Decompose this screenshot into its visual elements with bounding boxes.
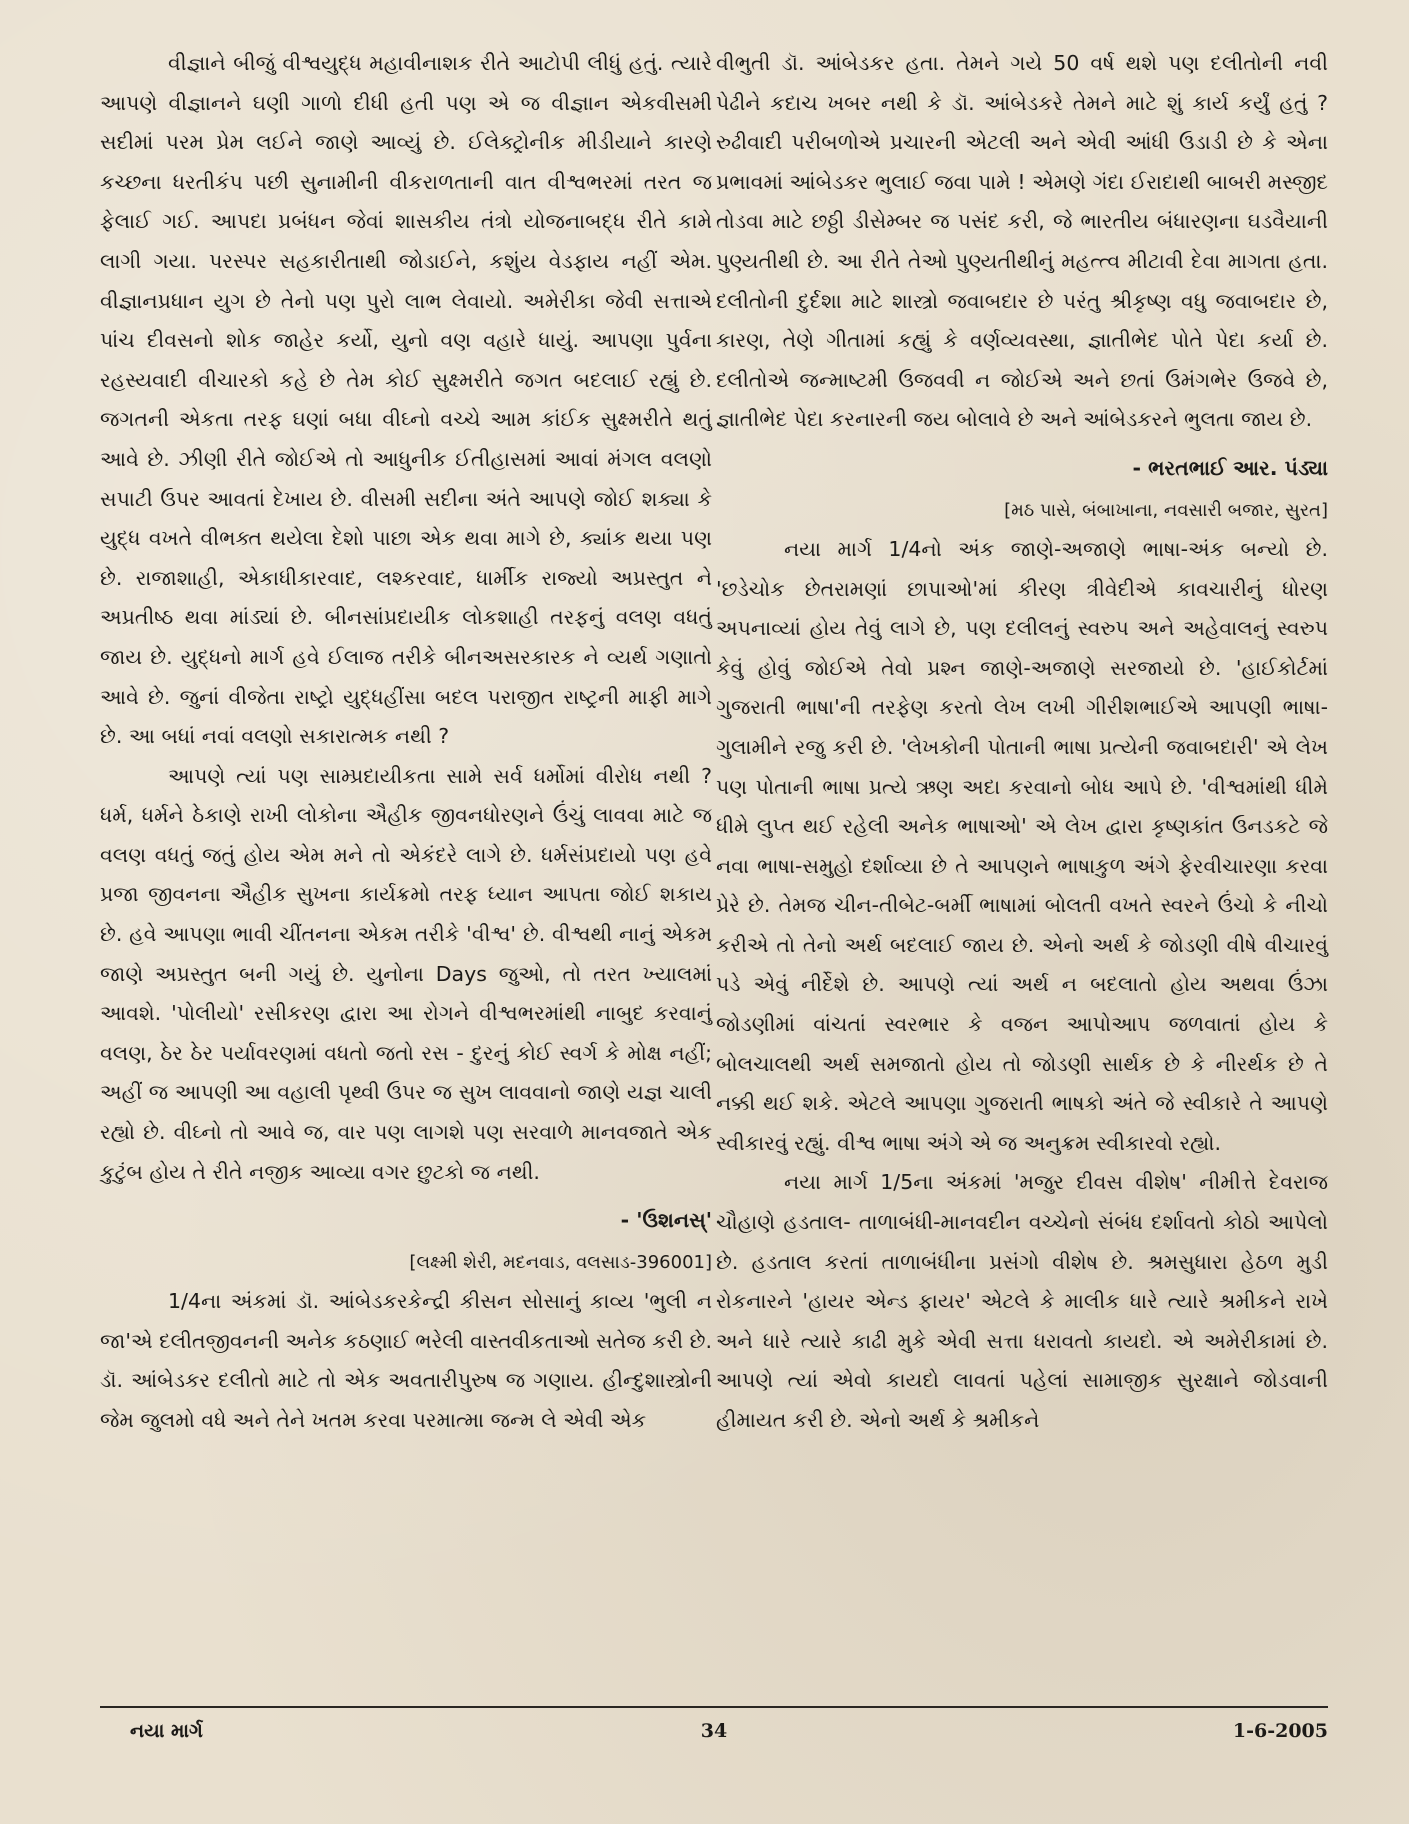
right-paragraph-2: નયા માર્ગ 1/4નો અંક જાણે-અજાણે ભાષા-અંક બન્યો છે. 'છડેચોક છેતરામણાં છાપાઓ'માં કીરણ ત્રીવેદીએ કાવચારીનું ધોરણ અપનાવ્યાં હોય તેવું લાગે છે, પણ દલીલનું સ્વરુપ અને અહેવાલનું સ્વરુપ કેવું હોવું જોઈએ તેવો પ્રશ્ન જાણે-અજાણે સરજાયો છે. 'હાઈકોર્ટમાં ગુજરાતી ભાષા'ની તરફેણ કરતો લેખ લખી ગીરીશભાઈએ આપણી ભાષા-ગુલામીને રજુ કરી છે. 'લેખકોની પોતાની ભાષા પ્રત્યેની જવાબદારી' એ લેખ પણ પોતાની ભાષા પ્રત્યે ઋણ અદા કરવાનો બોધ આપે છે. 'વીશ્વમાંથી ધીમે ધીમે લુપ્ત થઈ રહેલી અનેક ભાષાઓ' એ લેખ દ્વારા કૃષ્ણકાંત ઉનડકટે જે નવા ભાષા-સમુહો દર્શાવ્યા છે તે આપણને ભાષાકુળ અંગે ફેરવીચારણા કરવા પ્રેરે છે. તેમજ ચીન-તીબેટ-બર્મી ભાષામાં બોલતી વખતે સ્વરને ઉંચો કે નીચો કરીએ તો તેનો અર્થ બદલાઈ જાય છે. એનો અર્થ કે જોડણી વીષે વીચારવું પડે એવું નીર્દેશે છે. આપણે ત્યાં અર્થ ન બદલાતો હોય અથવા ઉંઝા જોડણીમાં વાંચતાં સ્વરભાર કે વજન આપોઆપ જળવાતાં હોય કે બોલચાલથી અર્થ સમજાતો હોય તો જોડણી સાર્થક છે કે નીરર્થક છે તે નક્કી થઈ શકે. એટલે આપણા ગુજરાતી ભાષકો અંતે જે સ્વીકારે તે આપણે સ્વીકારવું રહ્યું. વીશ્વ ભાષા અંગે એ જ અનુક્રમ સ્વીકારવો રહ્યો. xyxy=(716,536,1328,1155)
author-address-ushanas: [લક્ષ્મી શેરી, મદનવાડ, વલસાડ-396001] xyxy=(409,1252,712,1274)
footer-page-number: 34 xyxy=(700,1720,728,1742)
author-address-bharatbhai: [મઠ પાસે, બંબાખાના, નવસારી બજાર, સુરત] xyxy=(1004,499,1328,521)
left-paragraph-2: આપણે ત્યાં પણ સામ્પ્રદાયીકતા સામે સર્વ ધર્મોમાં વીરોધ નથી ? ધર્મ, ધર્મને ઠેકાણે રાખી લોકોના ઐહીક જીવનધોરણને ઉંચું લાવવા માટે જ વલણ વધતું જતું હોય એમ મને તો એકંદરે લાગે છે. ધર્મસંપ્રદાયો પણ હવે પ્રજા જીવનના ઐહીક સુખના કાર્યક્રમો તરફ ધ્યાન આપતા જોઈ શકાય છે. હવે આપણા ભાવી ચીંતનના એકમ તરીકે 'વીશ્વ' છે. વીશ્વથી નાનું એકમ જાણે અપ્રસ્તુત બની ગયું છે. યુનોના Days જુઓ, તો તરત ખ્યાલમાં આવશે. 'પોલીયો' રસીકરણ દ્વારા આ રોગને વીશ્વભરમાંથી નાબુદ કરવાનું વલણ, ઠેર ઠેર પર્યાવરણમાં વધતો જતો રસ - દુરનું કોઈ સ્વર્ગ કે મોક્ષ નહીં; અહીં જ આપણી આ વહાલી પૃથ્વી ઉપર જ સુખ લાવવાનો જાણે યજ્ઞ ચાલી રહ્યો છે. વીઘ્નો તો આવે જ, વાર પણ લાગશે પણ સરવાળે માનવજાતે એક કુટુંબ હોય તે રીતે નજીક આવ્યા વગર છુટકો જ નથી. xyxy=(100,763,712,1184)
right-paragraph-1: વીભુતી ડૉ. આંબેડકર હતા. તેમને ગયે 50 વર્ષ થશે પણ દલીતોની નવી પેઢીને કદાચ ખબર નથી કે ડૉ. આંબેડકરે તેમને માટે શું કાર્ય કર્યું હતું ? રુઢીવાદી પરીબળોએ પ્રચારની એટલી અને એવી આંધી ઉડાડી છે કે એના પ્રભાવમાં આંબેડકર ભુલાઈ જવા પામે ! એમણે ગંદા ઈરાદાથી બાબરી મસ્જીદ તોડવા માટે છઠ્ઠી ડીસેમ્બર જ પસંદ કરી, જે ભારતીય બંધારણના ઘડવૈયાની પુણ્યતીથી છે. આ રીતે તેઓ પુણ્યતીથીનું મહત્ત્વ મીટાવી દેવા માગતા હતા. દલીતોની દુર્દશા માટે શાસ્ત્રો જવાબદાર છે પરંતુ શ્રીકૃષ્ણ વધુ જવાબદાર છે, કારણ, તેણે ગીતામાં કહ્યું કે વર્ણવ્યવસ્થા, જ્ઞાતીભેદ પોતે પેદા કર્યા છે. દલીતોએ જન્માષ્ટમી ઉજવવી ન જોઈએ અને છતાં ઉમંગભેર ઉજવે છે, જ્ઞાતીભેદ પેદા કરનારની જય બોલાવે છે અને આંબેડકરને ભુલતા જાય છે. xyxy=(716,51,1328,432)
footer-publication-name: નયા માર્ગ xyxy=(130,1720,203,1742)
page-footer xyxy=(100,1716,1328,1750)
left-column xyxy=(100,44,712,1441)
left-paragraph-3: 1/4ના અંકમાં ડૉ. આંબેડકરકેન્દ્રી કીસન સોસાનું કાવ્ય 'ભુલી ન જા'એ દલીતજીવનની અનેક કઠણાઈ ભરેલી વાસ્તવીકતાઓ સતેજ કરી છે. ડૉ. આંબેડકર દલીતો માટે તો એક અવતારીપુરુષ જ ગણાય. હીન્દુશાસ્ત્રોની જેમ જુલમો વધે અને તેને ખતમ કરવા પરમાત્મા જન્મ લે એવી એક xyxy=(100,1289,712,1432)
footer-date: 1-6-2005 xyxy=(1232,1720,1328,1742)
left-paragraph-1: વીજ્ઞાને બીજું વીશ્વયુદ્ધ મહાવીનાશક રીતે આટોપી લીધું હતું. ત્યારે આપણે વીજ્ઞાનને ઘણી ગાળો દીધી હતી પણ એ જ વીજ્ઞાન એકવીસમી સદીમાં પરમ પ્રેમ લઈને જાણે આવ્યું છે. ઈલેક્ટ્રોનીક મીડીયાને કારણે કચ્છના ધરતીકંપ પછી સુનામીની વીકરાળતાની વાત વીશ્વભરમાં તરત જ ફેલાઈ ગઈ. આપદા પ્રબંધન જેવાં શાસકીય તંત્રો યોજનાબદ્ધ રીતે કામે લાગી ગયા. પરસ્પર સહકારીતાથી જોડાઈને, કશુંય વેડફાય નહીં એમ. વીજ્ઞાનપ્રધાન યુગ છે તેનો પણ પુરો લાભ લેવાયો. અમેરીકા જેવી સત્તાએ પાંચ દીવસનો શોક જાહેર કર્યો, યુનો વણ વહારે ધાયું. આપણા પુર્વના રહસ્યવાદી વીચારકો કહે છે તેમ કોઈ સુક્ષ્મરીતે જગત બદલાઈ રહ્યું છે. જગતની એકતા તરફ ઘણાં બધા વીઘ્નો વચ્ચે આમ કાંઈક સુક્ષ્મરીતે થતું આવે છે. ઝીણી રીતે જોઈએ તો આધુનીક ઈતીહાસમાં આવાં મંગલ વલણો સપાટી ઉપર આવતાં દેખાય છે. વીસમી સદીના અંતે આપણે જોઈ શક્યા કે યુદ્ધ વખતે વીભક્ત થયેલા દેશો પાછા એક થવા માગે છે, ક્યાંક થયા પણ છે. રાજાશાહી, એકાધીકારવાદ, લશ્કરવાદ, ધાર્મીક રાજ્યો અપ્રસ્તુત ને અપ્રતીષ્ઠ થવા માંડ્યાં છે. બીનસાંપ્રદાયીક લોકશાહી તરફનું વલણ વધતું જાય છે. યુદ્ધનો માર્ગ હવે ઈલાજ તરીકે બીનઅસરકારક ને વ્યર્થ ગણાતો આવે છે. જુનાં વીજેતા રાષ્ટ્રો યુદ્ધહીંસા બદલ પરાજીત રાષ્ટ્રની માફી માગે છે. આ બધાં નવાં વલણો સકારાત્મક નથી ? xyxy=(100,51,712,749)
footer-divider xyxy=(100,1706,1328,1708)
right-paragraph-3: નયા માર્ગ 1/5ના અંકમાં 'મજુર દીવસ વીશેષ' નીમીત્તે દેવરાજ ચૌહાણે હડતાલ- તાળાબંધી-માનવદીન વચ્ચેનો સંબંધ દર્શાવતો કોઠો આપેલો છે. હડતાલ કરતાં તાળાબંધીના પ્રસંગો વીશેષ છે. શ્રમસુધારા હેઠળ મુડી રોકનારને 'હાયર એન્ડ ફાયર' એટલે કે માલીક ધારે ત્યારે શ્રમીકને રાખે અને ધારે ત્યારે કાઢી મુકે એવી સત્તા ધરાવતો કાયદો. એ અમેરીકામાં છે. આપણે ત્યાં એવો કાયદો લાવતાં પહેલાં સામાજીક સુરક્ષાને જોડવાની હીમાયત કરી છે. એનો અર્થ કે શ્રમીકને xyxy=(716,1170,1328,1432)
author-signature-ushanas: - 'ઉશનસ્' xyxy=(620,1208,712,1233)
right-column xyxy=(716,44,1328,1441)
author-signature-bharatbhai: - ભરતભાઈ આર. પંડ્યા xyxy=(1132,455,1328,480)
